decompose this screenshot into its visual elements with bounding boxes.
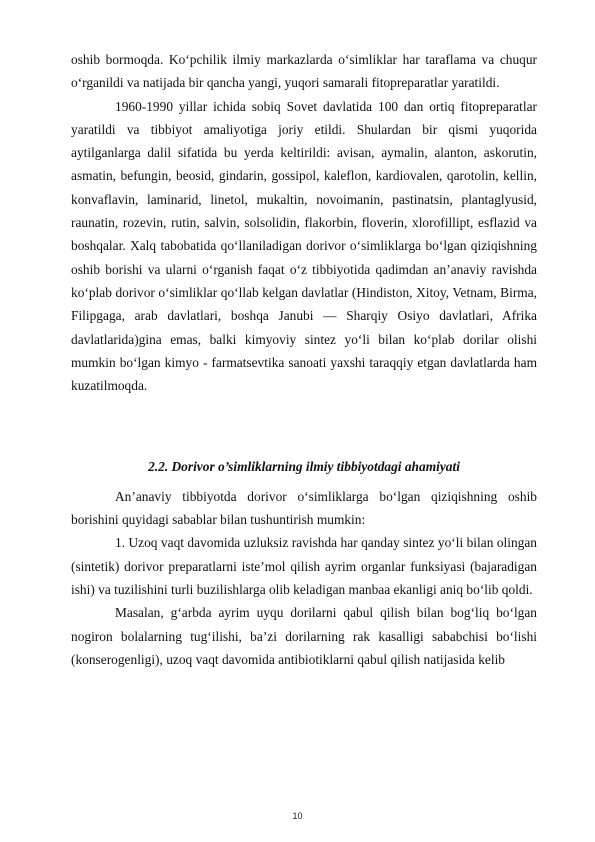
- section-spacer: [71, 397, 537, 455]
- section-heading: 2.2. Dorivor o’simliklarning ilmiy tibbiyotdagi ahamiyati: [148, 459, 460, 475]
- paragraph-intro-reasons: An’anaviy tibbiyotda dorivor o‘simliklarga bo‘lgan qiziqishning oshib borishini quyidagi sabablar bilan tushuntirish mumkin:: [71, 488, 537, 528]
- paragraph-continuation: oshib bormoqda. Ko‘pchilik ilmiy markazlarda o‘simliklar har taraflama va chuqur o‘rganildi va natijada bir qancha yangi, yuqori samarali fitopreparatlar yaratildi.: [71, 52, 537, 91]
- paragraph-phytopreparations: 1960-1990 yillar ichida sobiq Sovet davlatida 100 dan ortiq fitopreparatlar yaratildi va tibbiyot amaliyotiga joriy etildi. Shulardan bir qismi yuqorida aytilganlarga dalil sifatida bu yerda keltirildi: avisan, aymalin, alanton, askorutin, asmatin, befungin, beosid, gindarin, gossipol, kaleflon, kardiovalen, qarotolin, kellin, konvaflavin, laminarid, linetol, mukaltin, novoimanin, pastinatsin, plantaglyusid, raunatin, rozevin, rutin, salvin, solsolidin, flakorbin, floverin, xlorofillipt, esflazid va boshqalar. Xalq tabobatida qo‘llaniladigan dorivor o‘simliklarga bo‘lgan qiziqishning oshib borishi va ularni o‘rganish faqat o‘z tibbiyotida qadimdan an’anaviy ravishda ko‘plab dorivor o‘simliklar qo‘llab kelgan davlatlar (Hindiston, Xitoy, Vetnam, Birma, Filipgaga, arab davlatlari, boshqa Janubi — Sharqiy Osiyo davlatlari, Afrika davlatlarida)gina emas, balki kimyoviy sintez yo‘li bilan ko‘plab dorilar olishi mumkin bo‘lgan kimyo - farmatsevtika sanoati yaxshi taraqqiy etgan davlatlarda ham kuzatilmoqda.: [71, 98, 537, 394]
- document-page: [71, 48, 537, 671]
- paragraph-example: Masalan, g‘arbda ayrim uyqu dorilarni qabul qilish bilan bog‘liq bo‘lgan nogiron bolalarning tug‘ilishi, ba’zi dorilarning rak kasalligi sababchisi bo‘lishi (konserogenligi), uzoq vaqt davomida antibiotiklarni qabul qilish natijasida kelib: [71, 605, 537, 667]
- paragraph-reason-1: 1. Uzoq vaqt davomida uzluksiz ravishda har qanday sintez yo‘li bilan olingan (sintetik) dorivor preparatlarni iste’mol qilish ayrim organlar funksiyasi (bajaradigan ishi) va tuzilishini turli buzilishlarga olib keladigan manbaa ekanligi aniq bo‘lib qoldi.: [71, 535, 537, 597]
- page-number: 10: [292, 811, 303, 821]
